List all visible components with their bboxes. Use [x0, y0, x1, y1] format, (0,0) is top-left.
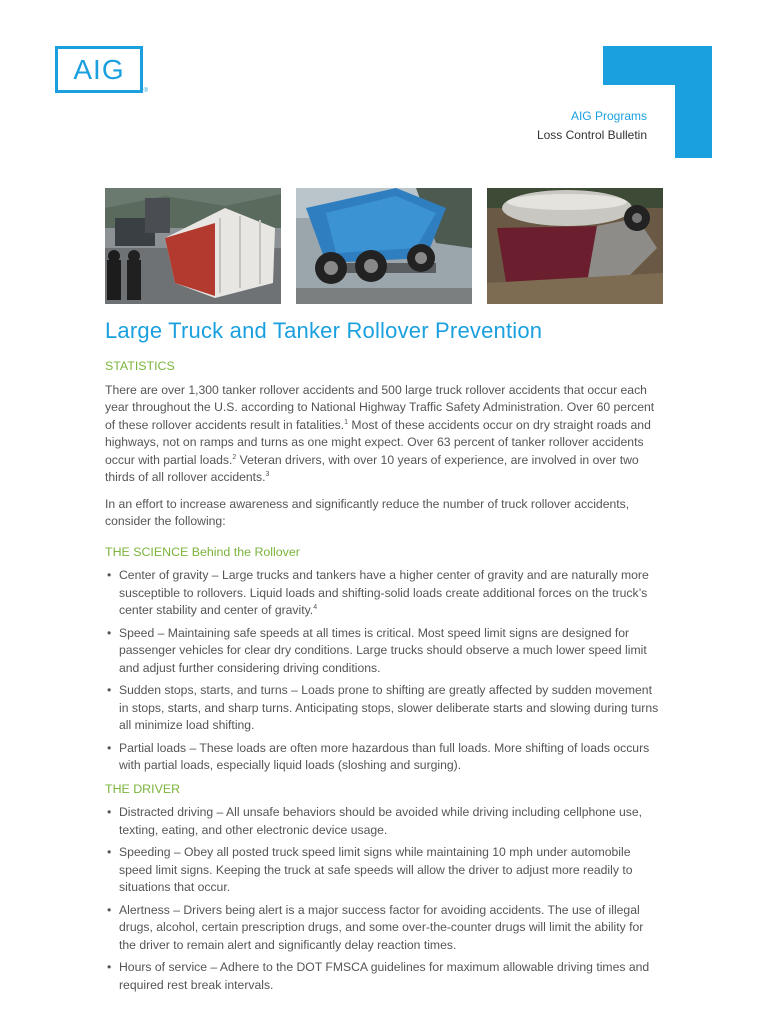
overturned-tanker-photo [487, 188, 663, 304]
list-item [105, 567, 661, 620]
statistics-paragraph [105, 382, 661, 487]
list-item: • Speeding – Obey all posted truck speed limit signs while maintaining 10 mph under automobile speed limit signs. Keeping the truck at safe speeds will allow the driver to adjust more readily to situations that occur. [105, 844, 661, 897]
list-item: • Distracted driving – All unsafe behaviors should be avoided while driving including cellphone use, texting, eating, and other electronic device usage. [105, 804, 661, 839]
footnote-ref-3: 3 [265, 471, 270, 478]
list-item: • Partial loads – These loads are often more hazardous than full loads. More shifting of loads occurs with partial loads, especially liquid loads (sloshing and surging). [105, 740, 661, 775]
list-item: • Hours of service – Adhere to the DOT FMSCA guidelines for maximum allowable driving times and required rest break intervals. [105, 959, 661, 994]
driver-heading: THE DRIVER [105, 781, 181, 796]
statistics-text-b: Most of these accidents occur on dry straight roads and highways, not on ramps and turns as one might expect. Over 63 percent of tanker rollover accidents occur with partial loads. [105, 417, 651, 467]
overturned-truck-roadside-photo [105, 188, 281, 304]
list-item: • Sudden stops, starts, and turns – Loads prone to shifting are greatly affected by sudden movement in stops, starts, and sharp turns. Anticipating stops, slower deliberate starts and slowing during turns all minimize load shifting. [105, 682, 661, 735]
header-text [537, 107, 647, 145]
driver-list [105, 804, 661, 994]
page-title: Large Truck and Tanker Rollover Prevention [105, 318, 543, 343]
corner-bracket-vertical [675, 46, 712, 158]
list-item: • Speed – Maintaining safe speeds at all times is critical. Most speed limit signs are designed for passenger vehicles for clear dry conditions. Large trucks should observe a much lower speed limit and adjust further considering driving conditions. [105, 625, 661, 678]
overturned-blue-truck-photo [296, 188, 472, 304]
science-list [105, 567, 661, 775]
intro-paragraph: In an effort to increase awareness and significantly reduce the number of truck rollover accidents, consider the following: [105, 496, 630, 528]
footnote-ref-1: 1 [344, 418, 349, 426]
logo-text: AIG [73, 53, 125, 85]
statistics-text-a: There are over 1,300 tanker rollover accidents and 500 large truck rollover accidents that occur each year throughout the U.S. according to National Highway Traffic Safety Administration. Over 60 percent of these rollover accidents result in fatalities. [105, 382, 655, 432]
list-item: • Alertness – Drivers being alert is a major success factor for avoiding accidents. The use of illegal drugs, alcohol, certain prescription drugs, and some over-the-counter drugs will limit the ability for the driver to remain alert and significantly delay reaction times. [105, 902, 661, 955]
statistics-heading: STATISTICS [105, 359, 175, 373]
list-item-text: Center of gravity – Large trucks and tankers have a higher center of gravity and are naturally more susceptible to rollovers. Liquid loads and shifting-solid loads create additional forces on the truck’s center stability and center of gravity. [119, 568, 649, 617]
program-name: AIG Programs [570, 109, 647, 123]
footnote-ref-2: 2 [232, 453, 237, 461]
bulletin-type: Loss Control Bulletin [536, 128, 647, 142]
statistics-text-c: Veteran drivers, with over 10 years of experience, are involved in over two thirds of all rollover accidents. [105, 452, 639, 484]
registered-mark: ® [143, 88, 149, 94]
science-heading: THE SCIENCE Behind the Rollover [105, 544, 300, 559]
aig-logo [55, 46, 149, 94]
footnote-ref-4: 4 [313, 604, 318, 611]
bulletin-body [105, 358, 661, 1000]
